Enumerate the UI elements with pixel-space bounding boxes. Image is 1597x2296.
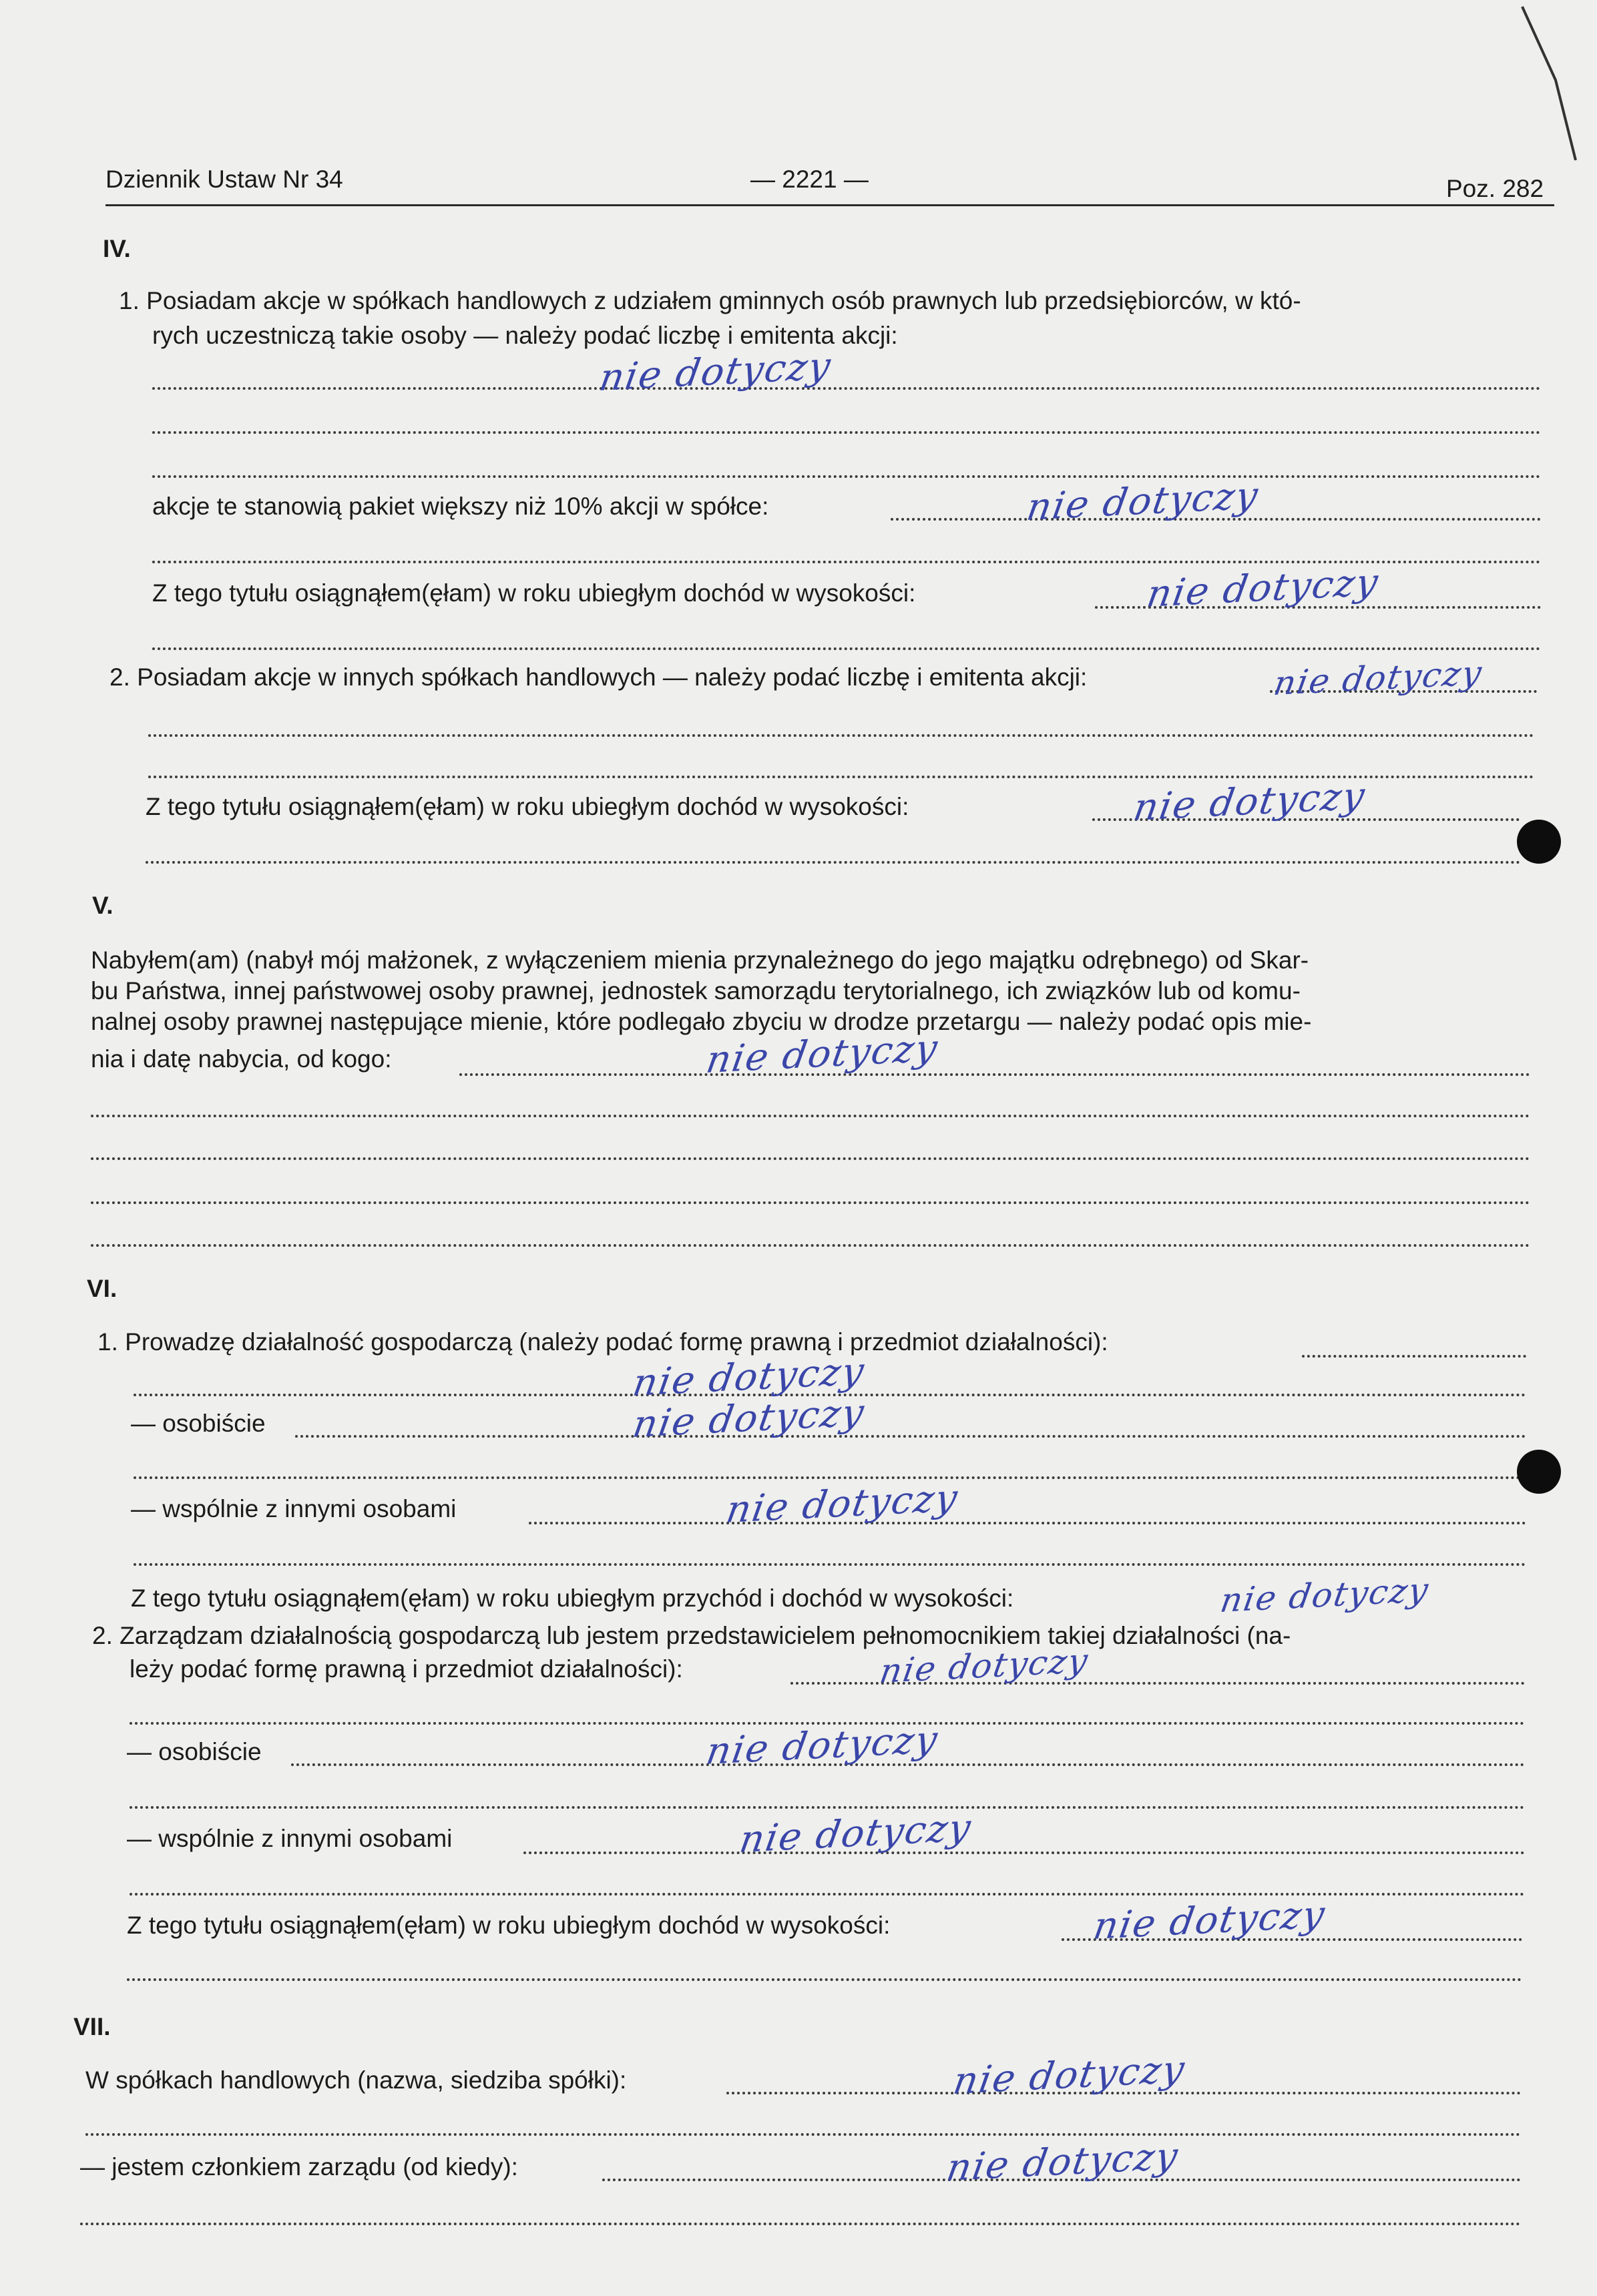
binder-hole (1517, 820, 1561, 864)
vi-joint2-label: — wspólnie z innymi osobami (127, 1825, 453, 1852)
v-line3: nalnej osoby prawnej następujące mienie, które podlegało zbyciu w drodze przetargu — należy podać opis mie- (91, 1008, 1312, 1035)
header-rule (105, 204, 1554, 206)
scan-artifact (1516, 0, 1589, 174)
v-dotted-line-3 (91, 1157, 1530, 1160)
v-handwritten-answer: nie dotyczy (703, 1027, 942, 1082)
vi-personal2-dotted-line-2 (130, 1806, 1525, 1809)
vi-income-dotted-line-2 (127, 1978, 1522, 1981)
vi-personal2-handwritten-answer: nie dotyczy (703, 1718, 942, 1773)
iv-q1-dotted-line-3 (152, 475, 1541, 478)
vi-revenue-handwritten-answer: nie dotyczy (1217, 1570, 1432, 1621)
vi-revenue-label: Z tego tytułu osiągnąłem(ęłam) w roku ubiegłym przychód i dochód w wysokości: (131, 1585, 1014, 1612)
section-vii-title: VII. (73, 2013, 111, 2040)
v-line4: nia i datę nabycia, od kogo: (91, 1045, 392, 1073)
iv-income2-handwritten-answer: nie dotyczy (1130, 774, 1369, 830)
iv-q1-dotted-line-2 (152, 431, 1541, 434)
iv-q2-label: 2. Posiadam akcje w innych spółkach handlowych — należy podać liczbę i emitenta akcji: (109, 663, 1088, 691)
page-number: — 2221 — (750, 166, 869, 193)
iv-income1-handwritten-answer: nie dotyczy (1144, 561, 1383, 616)
vii-board-label: — jestem członkiem zarządu (od kiedy): (80, 2153, 518, 2181)
v-dotted-line (459, 1073, 1530, 1076)
vi-joint-handwritten-answer: nie dotyczy (723, 1476, 962, 1532)
vii-companies-label: W spółkach handlowych (nazwa, siedziba spółki): (85, 2066, 627, 2094)
position-number: Poz. 282 (1446, 175, 1544, 202)
vi-personal2-dotted-line (291, 1763, 1525, 1766)
v-dotted-line-2 (91, 1115, 1530, 1117)
vi-joint2-dotted-line (523, 1851, 1525, 1854)
v-dotted-line-4 (91, 1201, 1530, 1204)
iv-income1-dotted-line-2 (152, 647, 1541, 650)
iv-packet-label: akcje te stanowią pakiet większy niż 10% akcji w spółce: (152, 493, 769, 520)
vi-income-label: Z tego tytułu osiągnąłem(ęłam) w roku ubiegłym dochód w wysokości: (127, 1912, 891, 1939)
vii-companies-handwritten-answer: nie dotyczy (950, 2048, 1189, 2103)
vi-personal-label: — osobiście (131, 1410, 266, 1437)
iv-q1-line2: rych uczestniczą takie osoby — należy podać liczbę i emitenta akcji: (152, 322, 898, 349)
binder-hole (1517, 1450, 1561, 1494)
vi-personal2-label: — osobiście (127, 1738, 262, 1765)
section-iv-title: IV. (103, 235, 131, 262)
iv-q2-handwritten-answer: nie dotyczy (1271, 653, 1486, 703)
section-vi-title: VI. (87, 1275, 118, 1302)
section-v-title: V. (92, 892, 113, 919)
vi-personal-dotted-line (295, 1435, 1526, 1438)
vi-q1-dotted-line (1302, 1355, 1526, 1358)
vi-q1-label: 1. Prowadzę działalność gospodarczą (należy podać formę prawną i przedmiot działalności): (97, 1328, 1108, 1356)
vi-q2-line2: leży podać formę prawną i przedmiot działalności): (130, 1655, 683, 1683)
vii-companies-dotted-line-2 (85, 2133, 1521, 2136)
vi-personal-dotted-line-2 (134, 1476, 1526, 1479)
vi-personal-handwritten-answer: nie dotyczy (630, 1391, 869, 1446)
iv-income2-dotted-line-2 (146, 861, 1521, 864)
iv-income2-label: Z tego tytułu osiągnąłem(ęłam) w roku ubiegłym dochód w wysokości: (146, 793, 909, 820)
vi-q1-handwritten-answer: nie dotyczy (630, 1350, 869, 1405)
vi-joint-dotted-line (529, 1522, 1526, 1524)
vi-joint2-handwritten-answer: nie dotyczy (736, 1806, 975, 1861)
iv-q2-dotted-line-2 (148, 734, 1534, 737)
iv-q1-dotted-line (152, 387, 1541, 390)
vi-income-handwritten-answer: nie dotyczy (1090, 1893, 1329, 1948)
v-line2: bu Państwa, innej państwowej osoby prawnej, jednostek samorządu terytorialnego, ich związków lub od komu- (91, 977, 1301, 1005)
iv-q1-line1: 1. Posiadam akcje w spółkach handlowych z udziałem gminnych osób prawnych lub przedsiębiorców, w któ- (119, 287, 1301, 314)
iv-packet-handwritten-answer: nie dotyczy (1023, 474, 1263, 529)
vi-q2-line1: 2. Zarządzam działalnością gospodarczą lub jestem przedstawicielem pełnomocnikiem takiej działalności (na- (92, 1622, 1291, 1649)
vi-joint-dotted-line-2 (134, 1563, 1526, 1566)
vii-board-dotted-line-2 (80, 2223, 1521, 2225)
iv-q1-handwritten-answer: nie dotyczy (596, 344, 835, 400)
iv-income1-label: Z tego tytułu osiągnąłem(ęłam) w roku ubiegłym dochód w wysokości: (152, 579, 916, 607)
v-dotted-line-5 (91, 1244, 1530, 1247)
vi-q2-handwritten-answer: nie dotyczy (877, 1641, 1092, 1691)
vii-board-handwritten-answer: nie dotyczy (943, 2134, 1182, 2190)
journal-title: Dziennik Ustaw Nr 34 (105, 166, 343, 193)
vi-joint-label: — wspólnie z innymi osobami (131, 1495, 457, 1522)
v-line1: Nabyłem(am) (nabył mój małżonek, z wyłączeniem mienia przynależnego do jego majątku odrębnego) od Skar- (91, 946, 1309, 974)
